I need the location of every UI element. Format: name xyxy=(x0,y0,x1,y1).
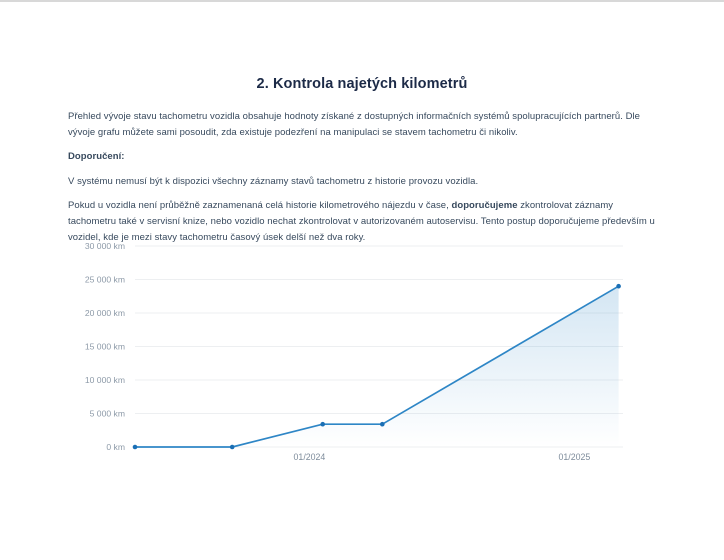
system-note-paragraph: V systému nemusí být k dispozici všechny záznamy stavů tachometru z historie provozu vozidla. xyxy=(68,175,479,187)
y-axis-tick-label: 0 km xyxy=(106,442,125,452)
y-axis-tick-label: 5 000 km xyxy=(89,408,125,419)
y-axis-tick-label: 15 000 km xyxy=(84,341,125,352)
y-axis-tick-label: 20 000 km xyxy=(84,308,125,318)
page-title: 2. Kontrola najetých kilometrů xyxy=(256,76,468,92)
x-axis-tick-label: 01/2025 xyxy=(558,452,591,462)
y-axis-tick-label: 10 000 km xyxy=(84,375,125,385)
advice-paragraph-part2: zkontrolovat záznamy tachometru také v servisní knize, nebo vozidlo nechat zkontrolovat v autorizovaném autoservisu. Tento postup doporučujeme především u vozidel, kde je mezi stavy tachometru časový úsek delší než dva roky. xyxy=(68,200,655,243)
data-point-dot xyxy=(230,445,235,450)
window-top-edge xyxy=(0,0,724,2)
chart-canvas xyxy=(68,238,660,478)
advice-paragraph-part1: Pokud u vozidla není průběžně zaznamenaná celá historie kilometrového nájezdu v čase, xyxy=(68,200,452,212)
recommendation-label: Doporučení: xyxy=(68,151,125,163)
report-page xyxy=(0,76,724,245)
advice-paragraph-bold: doporučujeme xyxy=(451,200,518,212)
data-point-dot xyxy=(133,445,138,450)
data-point-dot xyxy=(320,422,325,427)
data-point-dot xyxy=(616,284,621,289)
x-axis-tick-label: 01/2024 xyxy=(293,452,326,462)
y-axis-tick-label: 25 000 km xyxy=(84,274,125,285)
y-axis-tick-label: 30 000 km xyxy=(84,241,125,251)
intro-paragraph: Přehled vývoje stavu tachometru vozidla obsahuje hodnoty získané z dostupných informačních systémů spolupracujících partnerů. Dle vývoje grafu můžete sami posoudit, zda existuje podezření na manipulaci se stavem tachometru či nikoliv. xyxy=(68,111,640,138)
area-fill xyxy=(135,286,619,447)
data-point-dot xyxy=(380,422,385,427)
odometer-history-chart xyxy=(68,238,660,478)
